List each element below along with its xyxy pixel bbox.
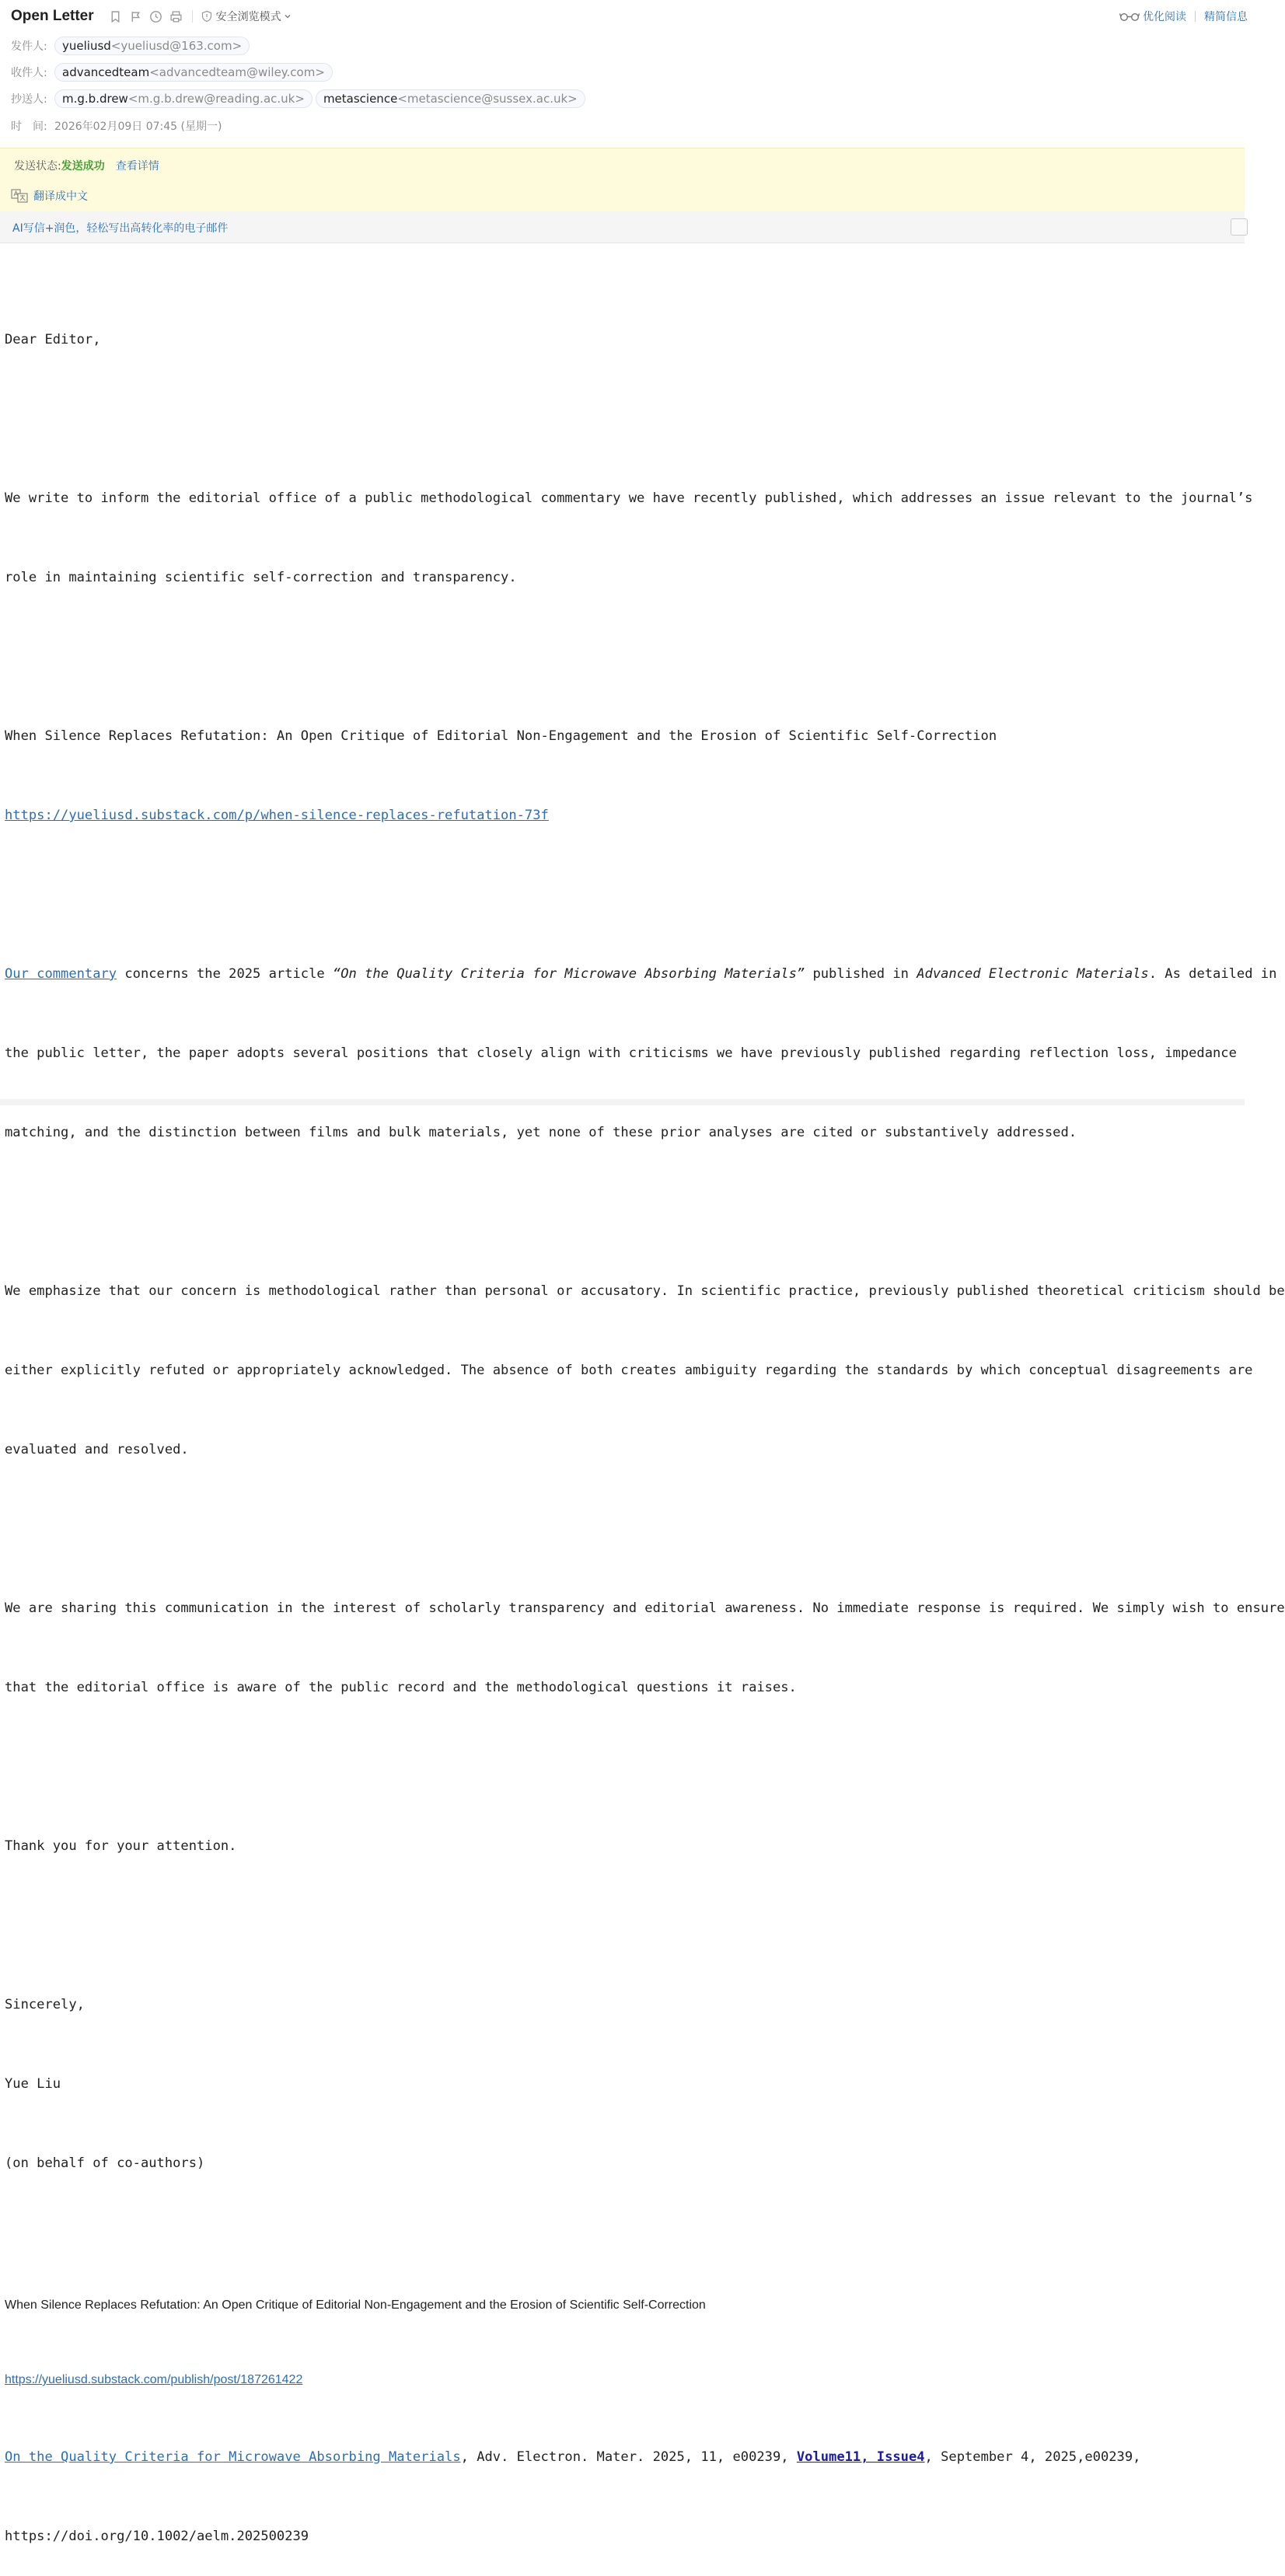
- send-status-row: [14, 158, 159, 173]
- ai-writing-bar: [0, 211, 1245, 243]
- blank-line: [5, 1199, 1248, 1225]
- safe-mode-label: 安全浏览模式: [215, 11, 281, 23]
- from-label: 发件人:: [11, 40, 47, 53]
- cc-email: <metascience@sussex.ac.uk>: [397, 92, 578, 106]
- text-segment: concerns the 2025 article: [117, 966, 333, 982]
- recipient-email: <advancedteam@wiley.com>: [149, 65, 325, 79]
- commentary-title: When Silence Replaces Refutation: An Open Critique of Editorial Non-Engagement and the Erosion of Scientific Self-Correction: [5, 728, 997, 744]
- body-line: We are sharing this communication in the interest of scholarly transparency and editorial awareness. No immediate response is required. We simply wish to ensure: [5, 1600, 1285, 1616]
- body-line: matching, and the distinction between films and bulk materials, yet none of these prior analyses are cited or substantively addressed.: [5, 1125, 1077, 1140]
- text-segment: , Adv. Electron. Mater. 2025, 11, e00239,: [460, 2449, 797, 2465]
- status-banner: [0, 148, 1245, 211]
- volume-issue-link[interactable]: Volume11, Issue4: [796, 2449, 925, 2465]
- thanks-line: Thank you for your attention.: [5, 1838, 237, 1854]
- translate-row: [11, 188, 88, 204]
- cc-name: m.g.b.drew: [62, 92, 128, 106]
- from-row: [11, 37, 253, 55]
- blank-line: [5, 881, 1248, 908]
- sign-off: Sincerely,: [5, 1997, 85, 2012]
- body-line: evaluated and resolved.: [5, 1442, 189, 1457]
- shield-icon: [201, 10, 213, 23]
- flag-icon[interactable]: [128, 9, 144, 24]
- journal-name: Advanced Electronic Materials: [917, 966, 1149, 982]
- sender-email: <yueliusd@163.com>: [110, 39, 243, 53]
- email-body: [5, 274, 1285, 2576]
- body-line: either explicitly refuted or appropriately acknowledged. The absence of both creates ambiguity regarding the standards by which conceptual disagreements are: [5, 1363, 1253, 1378]
- cc-label: 抄送人:: [11, 93, 47, 106]
- blank-line: [5, 1912, 1248, 1939]
- body-line: that the editorial office is aware of the public record and the methodological questions it raises.: [5, 1680, 797, 1695]
- reference-line: [5, 2444, 1248, 2470]
- body-line: We emphasize that our concern is methodological rather than personal or accusatory. In scientific practice, previously published theoretical criticism should be: [5, 1283, 1285, 1299]
- bookmark-icon[interactable]: [108, 9, 124, 24]
- translate-link[interactable]: 翻译成中文: [33, 190, 88, 203]
- clock-icon[interactable]: [148, 9, 164, 24]
- blank-line: [5, 644, 1248, 670]
- text-segment: . As detailed in: [1148, 966, 1277, 982]
- cc-chip[interactable]: [54, 89, 313, 108]
- footer-strip: [0, 1099, 1245, 1105]
- sender-chip[interactable]: [54, 37, 250, 55]
- toolbar-divider: [192, 10, 193, 23]
- chevron-down-icon: [284, 12, 292, 20]
- blank-line: [5, 406, 1248, 432]
- optimize-reading-link[interactable]: 优化阅读: [1143, 11, 1186, 23]
- reference-title: When Silence Replaces Refutation: An Open Critique of Editorial Non-Engagement and the Erosion of Scientific Self-Correction: [5, 2299, 706, 2312]
- greeting: Dear Editor,: [5, 332, 101, 347]
- recipient-name: advancedteam: [62, 65, 150, 79]
- safe-mode-dropdown[interactable]: [201, 9, 295, 24]
- cc-email: <m.g.b.drew@reading.ac.uk>: [127, 92, 305, 106]
- recipient-chip[interactable]: [54, 63, 333, 82]
- time-label: 时 间:: [11, 120, 47, 133]
- view-details-link[interactable]: 查看详情: [115, 160, 159, 173]
- our-commentary-link[interactable]: Our commentary: [5, 966, 117, 982]
- glasses-icon: [1119, 11, 1140, 22]
- body-line: We write to inform the editorial office of a public methodological commentary we have recently published, which addresses an issue relevant to the journal’s: [5, 490, 1253, 506]
- time-row: [11, 118, 222, 134]
- email-subject: Open Letter: [11, 8, 94, 24]
- article-title: “On the Quality Criteria for Microwave Absorbing Materials”: [332, 966, 805, 982]
- body-line: [5, 961, 1277, 987]
- title-row: [11, 6, 295, 26]
- to-row: [11, 63, 336, 82]
- cc-row: [11, 89, 588, 108]
- send-status-label: 发送状态:: [14, 160, 61, 173]
- body-line: the public letter, the paper adopts several positions that closely align with criticisms we have previously published regarding reflection loss, impedance: [5, 1045, 1237, 1061]
- commentary-link[interactable]: https://yueliusd.substack.com/p/when-silence-replaces-refutation-73f: [5, 808, 549, 823]
- email-header: [0, 0, 1248, 148]
- blank-line: [5, 1754, 1248, 1780]
- translate-icon: [11, 189, 28, 203]
- ai-writing-link[interactable]: AI写信+润色，轻松写出高转化率的电子邮件: [12, 222, 229, 235]
- send-status-value: 发送成功: [61, 160, 105, 173]
- text-segment: published in: [805, 966, 917, 982]
- text-segment: , September 4, 2025,e00239,: [924, 2449, 1141, 2465]
- doi-line: https://doi.org/10.1002/aelm.202500239: [5, 2529, 309, 2544]
- simplified-info-link[interactable]: 精简信息: [1204, 11, 1248, 23]
- cc-chip[interactable]: [316, 89, 585, 108]
- blank-line: [5, 1516, 1248, 1542]
- signature-note: (on behalf of co-authors): [5, 2155, 205, 2171]
- spacer: [5, 2229, 1248, 2242]
- to-label: 收件人:: [11, 67, 47, 79]
- tools-divider: [1195, 11, 1196, 22]
- cc-name: metascience: [323, 92, 398, 106]
- print-icon[interactable]: [169, 9, 184, 24]
- article-link[interactable]: On the Quality Criteria for Microwave Absorbing Materials: [5, 2449, 461, 2465]
- body-line: role in maintaining scientific self-correction and transparency.: [5, 570, 517, 585]
- sent-time: 2026年02月09日 07:45 (星期一): [54, 120, 222, 133]
- sender-name: yueliusd: [62, 39, 111, 53]
- signature-name: Yue Liu: [5, 2076, 61, 2092]
- reading-tools: [1119, 9, 1248, 24]
- reference-link[interactable]: https://yueliusd.substack.com/publish/post/187261422: [5, 2373, 303, 2386]
- expand-icon[interactable]: [1231, 218, 1248, 236]
